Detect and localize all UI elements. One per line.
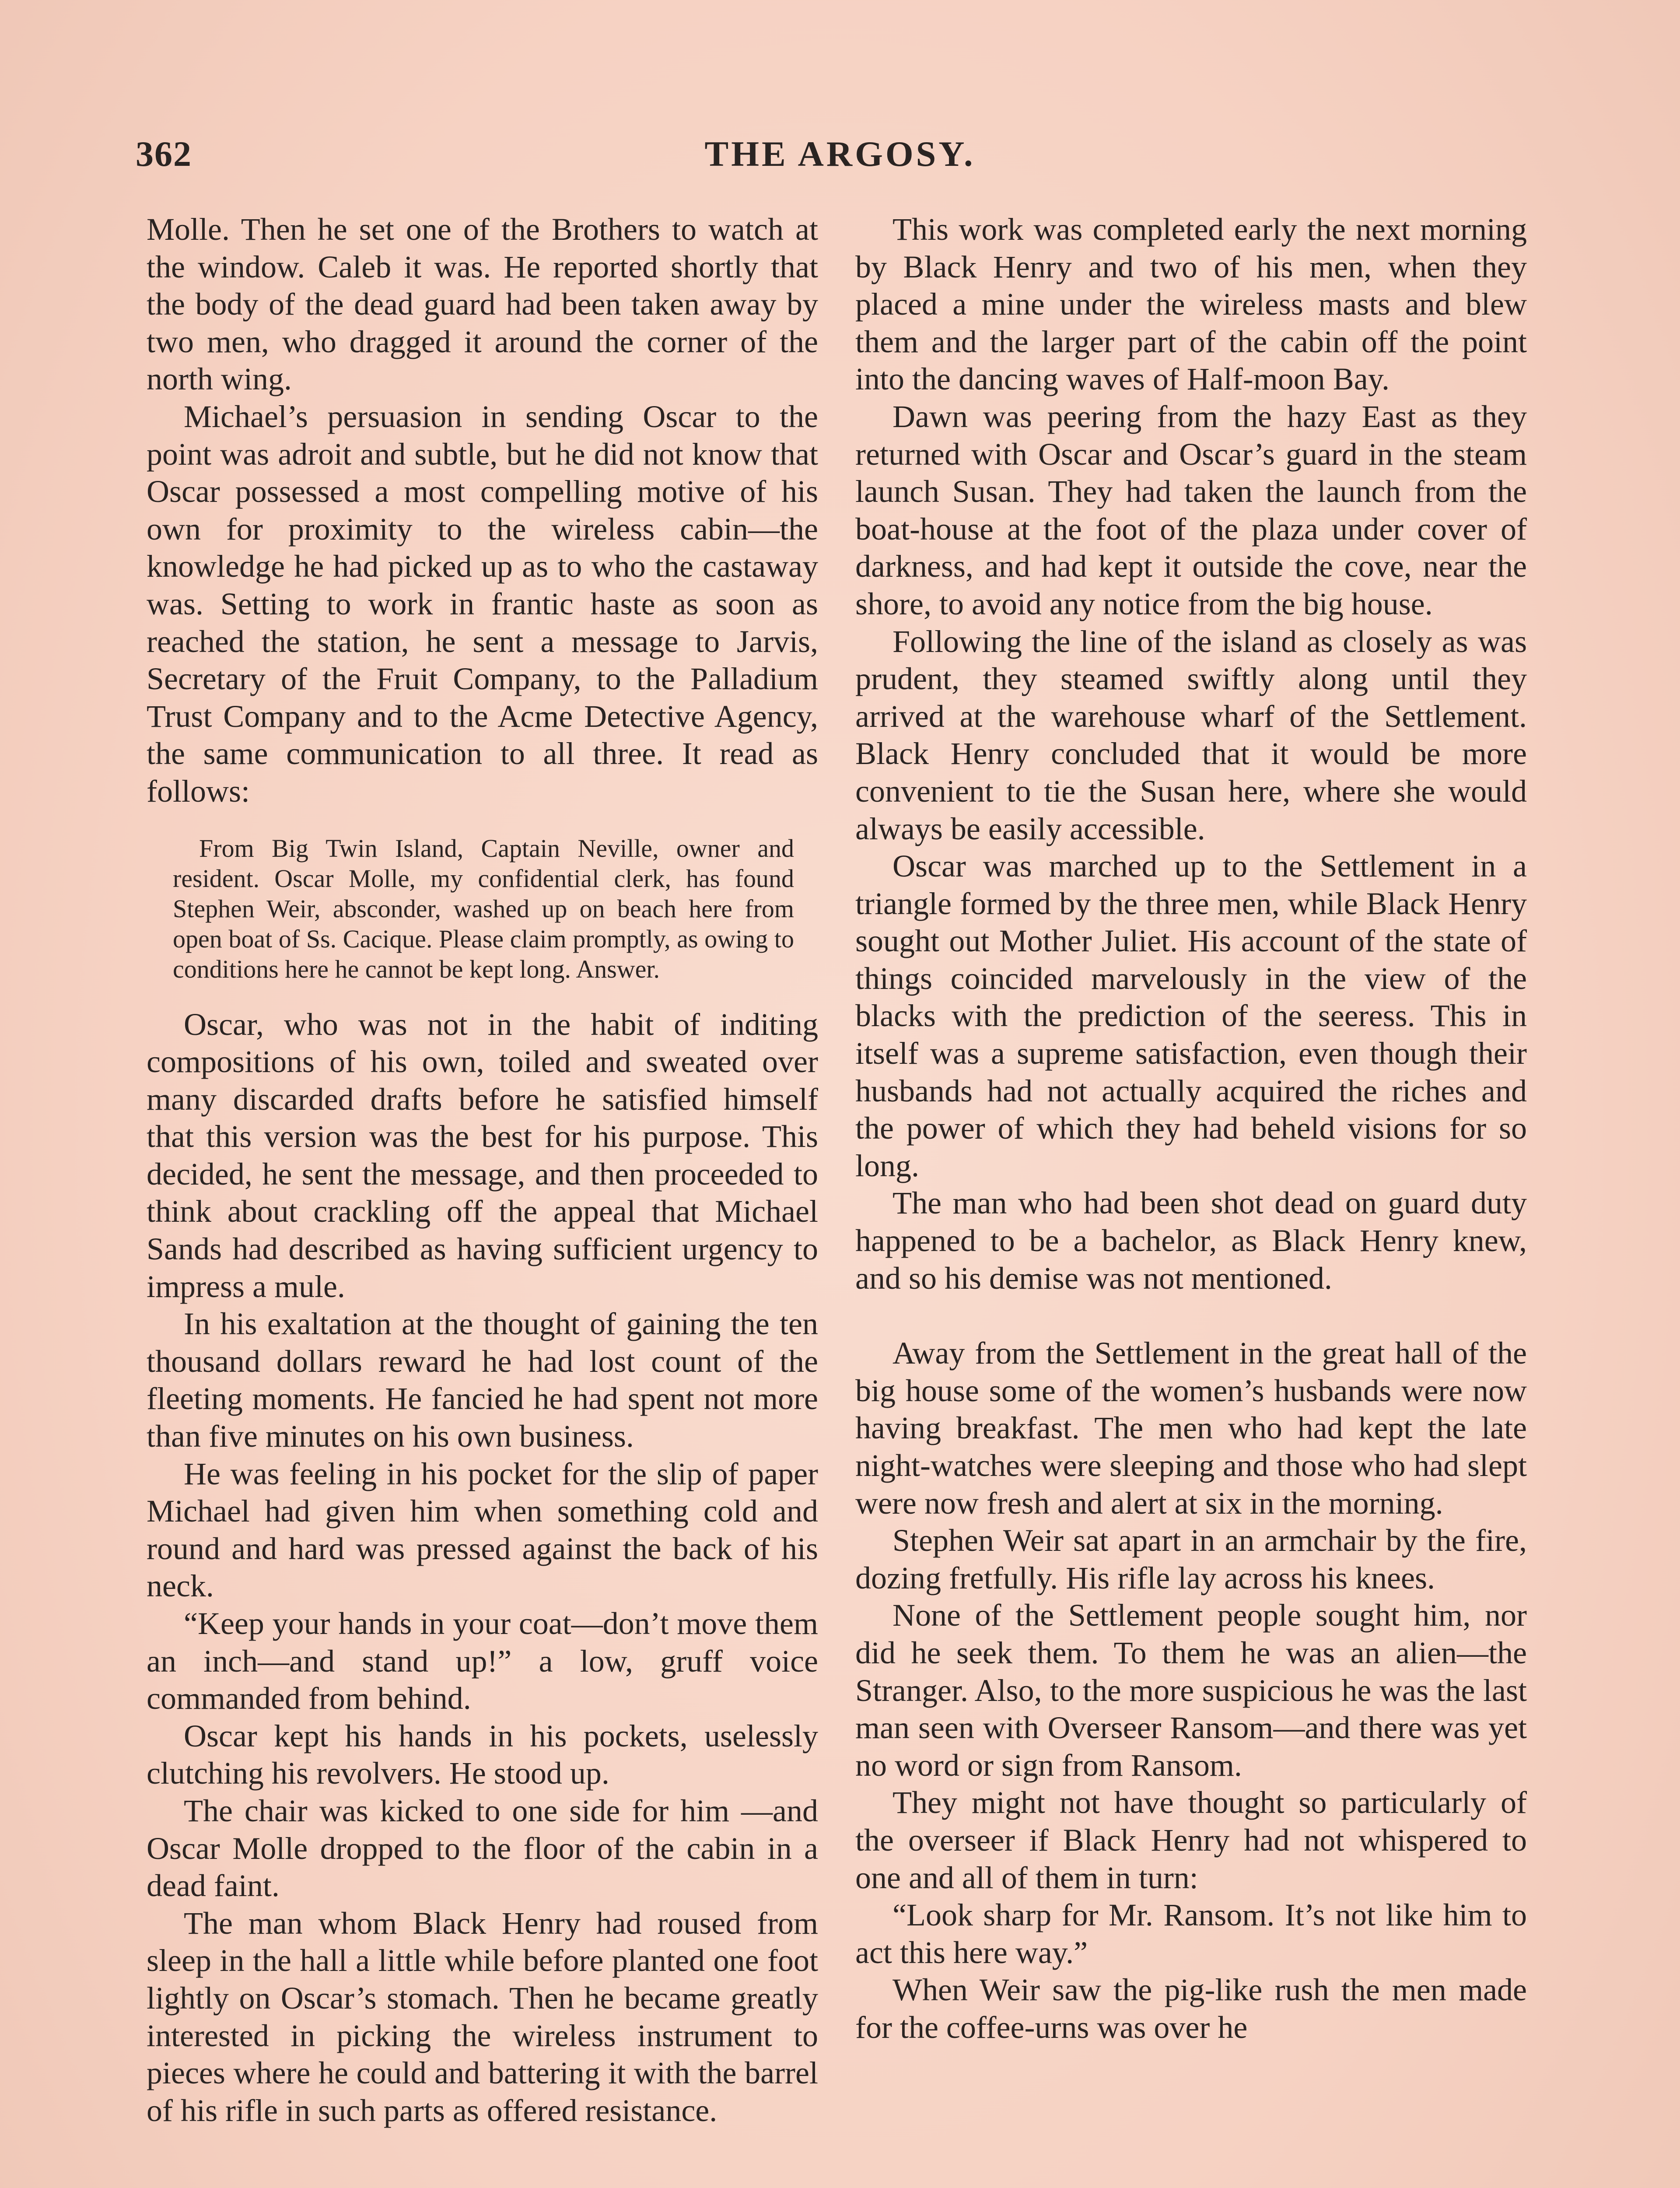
paragraph: When Weir saw the pig-like rush the men made for the coffee-urns was over he bbox=[855, 1972, 1527, 2045]
left-column bbox=[147, 211, 818, 2129]
paragraph: Oscar, who was not in the habit of inditing compositions of his own, toiled and sweated over many discarded drafts before he satisfied himself that this version was the best for his purpose. This decided, he sent the message, and then proceeded to think about crackling off the appeal that Michael Sands had described as having sufficient urgency to impress a mule. bbox=[147, 1006, 818, 1304]
paragraph: The man who had been shot dead on guard duty happened to be a bachelor, as Black Henry knew, and so his demise was not mentioned. bbox=[855, 1185, 1527, 1296]
paragraph: Molle. Then he set one of the Brothers to watch at the window. Caleb it was. He reported shortly that the body of the dead guard had been taken away by two men, who dragged it around the corner of the north wing. bbox=[147, 212, 818, 397]
paragraph: Dawn was peering from the hazy East as they returned with Oscar and Oscar’s guard in the steam launch Susan. They had taken the launch from the boat-house at the foot of the plaza under cover of darkness, and had kept it outside the cove, near the shore, to avoid any notice from the big house. bbox=[855, 399, 1527, 621]
paragraph: Oscar was marched up to the Settlement in a triangle formed by the three men, while Black Henry sought out Mother Juliet. His account of the state of things coincided marvelously in the view of the blacks with the prediction of the seeress. This in itself was a supreme satisfaction, even though their husbands had not actually acquired the riches and the power of which they had beheld visions for so long. bbox=[855, 849, 1527, 1183]
paragraph: In his exaltation at the thought of gaining the ten thousand dollars reward he had lost count of the fleeting moments. He fancied he had spent not more than five minutes on his own business. bbox=[147, 1306, 818, 1454]
paragraph: Following the line of the island as closely as was prudent, they steamed swiftly along until they arrived at the warehouse wharf of the Settlement. Black Henry concluded that it would be more convenient to tie the Susan here, where she would always be easily accessible. bbox=[855, 624, 1527, 846]
paragraph: Michael’s persuasion in sending Oscar to the point was adroit and subtle, but he did not know that Oscar possessed a most compelling motive of his own for proximity to the wireless cabin—the knowledge he had picked up as to who the castaway was. Setting to work in frantic haste as soon as reached the station, he sent a message to Jarvis, Secretary of the Fruit Company, to the Palladium Trust Company and to the Acme Detective Agency, the same communication to all three. It read as follows: bbox=[147, 399, 818, 809]
paragraph: This work was completed early the next morning by Black Henry and two of his men, when they placed a mine under the wireless masts and blew them and the larger part of the cabin off the point into the dancing waves of Half-moon Bay. bbox=[855, 212, 1527, 397]
telegram-message: From Big Twin Island, Captain Neville, owner and resident. Oscar Molle, my confidential clerk, has found Stephen Weir, absconder, washed up on beach here from open boat of Ss. Cacique. Please claim promptly, as owing to conditions here he cannot be kept long. Answer. bbox=[173, 834, 794, 983]
paragraph: “Keep your hands in your coat—don’t move them an inch—and stand up!” a low, gruff voice commanded from behind. bbox=[147, 1606, 818, 1716]
section-break bbox=[855, 1297, 1527, 1335]
running-head-title: THE ARGOSY. bbox=[704, 134, 976, 174]
paragraph: The chair was kicked to one side for him —and Oscar Molle dropped to the floor of the cabin in a dead faint. bbox=[147, 1793, 818, 1904]
paragraph: The man whom Black Henry had roused from sleep in the hall a little while before planted one foot lightly on Oscar’s stomach. Then he became greatly interested in picking the wireless instrument to pieces where he could and battering it with the barrel of his rifle in such parts as offered resistance. bbox=[147, 1905, 818, 2128]
paragraph: They might not have thought so particularly of the overseer if Black Henry had not whispered to one and all of them in turn: bbox=[855, 1785, 1527, 1895]
paragraph: Oscar kept his hands in his pockets, uselessly clutching his revolvers. He stood up. bbox=[147, 1718, 818, 1791]
paragraph: None of the Settlement people sought him, nor did he seek them. To them he was an alien—the Stranger. Also, to the more suspicious he was the last man seen with Overseer Ransom—and there was yet no word or sign from Ransom. bbox=[855, 1598, 1527, 1783]
page-number: 362 bbox=[136, 134, 192, 174]
paragraph: Stephen Weir sat apart in an armchair by the fire, dozing fretfully. His rifle lay across his knees. bbox=[855, 1523, 1527, 1595]
paragraph: He was feeling in his pocket for the slip of paper Michael had given him when something cold and round and hard was pressed against the back of his neck. bbox=[147, 1456, 818, 1604]
paragraph: Away from the Settlement in the great hall of the big house some of the women’s husbands were now having breakfast. The men who had kept the late night-watches were sleeping and those who had slept were now fresh and alert at six in the morning. bbox=[855, 1336, 1527, 1521]
right-column bbox=[855, 211, 1527, 2047]
paragraph: “Look sharp for Mr. Ransom. It’s not like him to act this here way.” bbox=[855, 1897, 1527, 1970]
